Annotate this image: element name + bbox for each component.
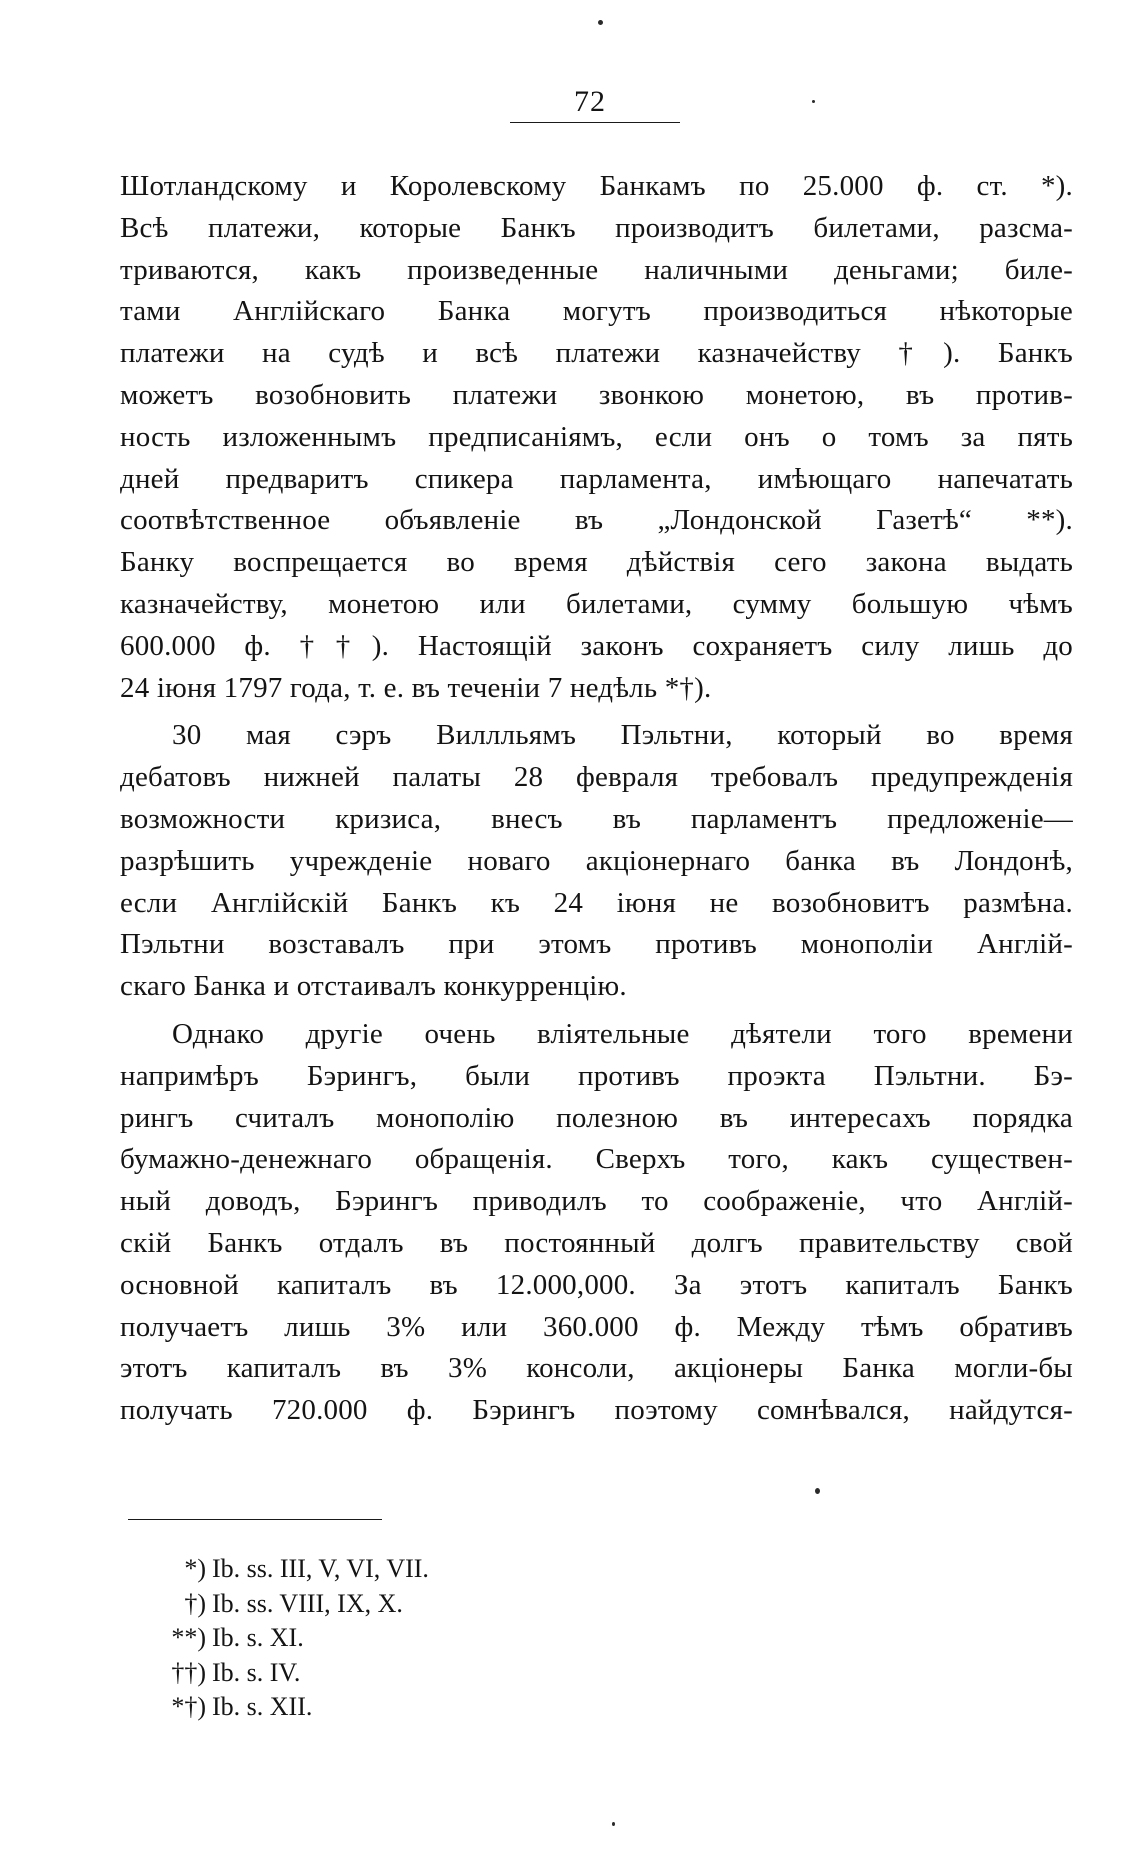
print-speck <box>612 1822 615 1826</box>
footnote-text: Ib. s. IV. <box>212 1657 301 1687</box>
text-line: бумажно-денежнаго обращенія. Сверхъ того, какъ существен- <box>120 1143 1073 1176</box>
text-line: этотъ капиталъ въ 3% консоли, акціонеры Банка могли-бы <box>120 1352 1073 1385</box>
text-line: 30 мая сэръ Виллльямъ Пэльтни, который во время <box>172 719 1073 752</box>
footnotes <box>150 1552 650 1725</box>
footnote <box>150 1690 650 1725</box>
text-line: Пэльтни возставалъ при этомъ противъ монополіи Англій- <box>120 928 1073 961</box>
footnote-mark: *) <box>184 1554 206 1583</box>
footnote-text: Ib. ss. VIII, IX, X. <box>212 1588 403 1618</box>
footnote-mark: ††) <box>171 1657 206 1687</box>
text-line: 600.000 ф. ††). Настоящій законъ сохраняетъ силу лишь до <box>120 629 1073 662</box>
footnote-mark: **) <box>171 1623 206 1652</box>
footnote-mark: *†) <box>171 1692 206 1721</box>
text-line: платежи на судѣ и всѣ платежи казначейству †). Банкъ <box>120 337 1073 370</box>
paragraph <box>120 166 1073 709</box>
text-line: разрѣшить учрежденіе новаго акціонернаго банка въ Лондонѣ, <box>120 844 1073 877</box>
text-line: триваются, какъ произведенные наличными деньгами; биле- <box>120 253 1073 286</box>
text-line: дней предваритъ спикера парламента, имѣющаго напечатать <box>120 462 1073 495</box>
text-line: возможности кризиса, внесъ въ парламентъ предложеніе— <box>120 802 1073 835</box>
text-line: соотвѣтственное объявленіе въ „Лондонской Газетѣ“ **). <box>120 504 1073 537</box>
text-line: основной капиталъ въ 12.000,000. За этотъ капиталъ Банкъ <box>120 1268 1073 1301</box>
text-line: Шотландскому и Королевскому Банкамъ по 25.000 ф. ст. *). <box>120 170 1073 202</box>
text-line: дебатовъ нижней палаты 28 февраля требовалъ предупрежденія <box>120 761 1073 794</box>
footnote-text: Ib. s. XI. <box>212 1623 304 1652</box>
body-text <box>120 166 1073 1432</box>
text-line: казначейству, монетою или билетами, сумму большую чѣмъ <box>120 587 1073 620</box>
print-speck <box>598 20 603 25</box>
page-number: 72 <box>574 85 606 118</box>
footnote-text: Ib. ss. III, V, VI, VII. <box>212 1554 429 1583</box>
text-line: получать 720.000 ф. Бэрингъ поэтому сомнѣвался, найдутся- <box>120 1394 1073 1427</box>
text-line: рингъ считалъ монополію полезною въ интересахъ порядка <box>120 1101 1073 1134</box>
footnote-text: Ib. s. XII. <box>212 1692 313 1721</box>
footnote <box>150 1656 650 1691</box>
text-line: Однако другіе очень вліятельные дѣятели того времени <box>172 1017 1073 1050</box>
text-line: ность изложеннымъ предписаніямъ, если онъ о томъ за пять <box>120 420 1073 453</box>
text-line: если Англійскій Банкъ къ 24 іюня не возобновитъ размѣна. <box>120 886 1073 919</box>
paragraph <box>120 1014 1073 1432</box>
text-line: напримѣръ Бэрингъ, были противъ проэкта Пэльтни. Бэ- <box>120 1059 1073 1092</box>
footnote-mark: †) <box>184 1588 206 1618</box>
footnote-separator <box>128 1519 382 1520</box>
page-number-rule <box>510 122 680 123</box>
text-line: 24 іюня 1797 года, т. е. въ теченіи 7 недѣль *†). <box>120 671 712 704</box>
print-speck <box>815 1488 820 1494</box>
text-line: скаго Банка и отстаивалъ конкурренцію. <box>120 970 627 1003</box>
footnote <box>150 1552 650 1587</box>
text-line: можетъ возобновить платежи звонкою монетою, въ против- <box>120 378 1073 411</box>
footnote <box>150 1587 650 1622</box>
text-line: скій Банкъ отдалъ въ постоянный долгъ правительству свой <box>120 1226 1073 1259</box>
paragraph <box>120 715 1073 1008</box>
text-line: Банку воспрещается во время дѣйствія сего закона выдать <box>120 546 1073 579</box>
text-line: тами Англійскаго Банка могутъ производиться нѣкоторые <box>120 295 1073 328</box>
print-speck <box>812 100 815 103</box>
footnote <box>150 1621 650 1656</box>
text-line: Всѣ платежи, которые Банкъ производитъ билетами, разсма- <box>120 211 1073 244</box>
text-line: получаетъ лишь 3% или 360.000 ф. Между тѣмъ обративъ <box>120 1310 1073 1343</box>
text-line: ный доводъ, Бэрингъ приводилъ то соображеніе, что Англій- <box>120 1185 1073 1218</box>
